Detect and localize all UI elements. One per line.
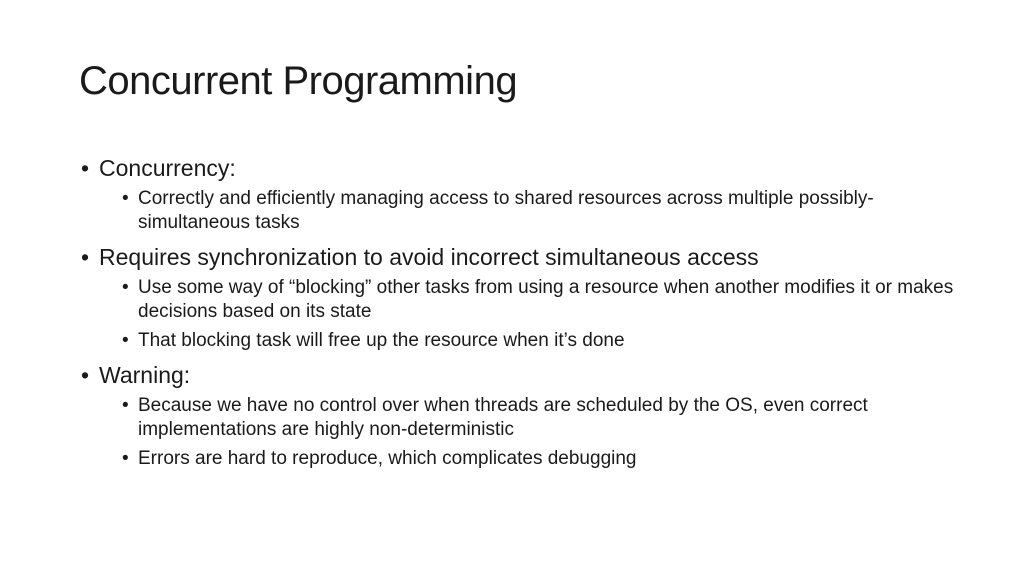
bullet-text: Warning: (99, 362, 191, 388)
bullet-text: Requires synchronization to avoid incorrect simultaneous access (99, 244, 759, 270)
bullet-item-concurrency (79, 154, 979, 235)
bullet-icon: • (81, 244, 90, 270)
sub-bullet-item (99, 276, 979, 324)
bullet-icon: • (122, 330, 129, 351)
sub-bullet-item (99, 447, 979, 471)
sub-bullet-text: Correctly and efficiently managing access to shared resources across multiple possibly-simultaneous tasks (138, 188, 874, 233)
sub-bullet-item (99, 394, 979, 442)
bullet-item-warning (79, 361, 979, 471)
bullet-icon: • (122, 448, 129, 469)
sub-bullet-item (99, 329, 979, 353)
sub-bullet-item (99, 187, 979, 235)
bullet-icon: • (81, 155, 90, 181)
bullet-icon: • (122, 277, 129, 298)
sub-bullet-text: Errors are hard to reproduce, which complicates debugging (138, 448, 637, 469)
bullet-text: Concurrency: (99, 155, 236, 181)
slide-title: Concurrent Programming (79, 59, 518, 103)
sub-bullet-text: That blocking task will free up the resource when it’s done (138, 330, 625, 351)
bullet-list (79, 154, 979, 472)
bullet-icon: • (122, 395, 129, 416)
sub-bullet-text: Use some way of “blocking” other tasks from using a resource when another modifies it or makes decisions based on its state (138, 277, 954, 322)
sub-bullet-text: Because we have no control over when threads are scheduled by the OS, even correct implementations are highly non-deterministic (138, 395, 868, 440)
bullet-item-synchronization (79, 243, 979, 353)
bullet-icon: • (81, 362, 90, 388)
bullet-icon: • (122, 188, 129, 209)
